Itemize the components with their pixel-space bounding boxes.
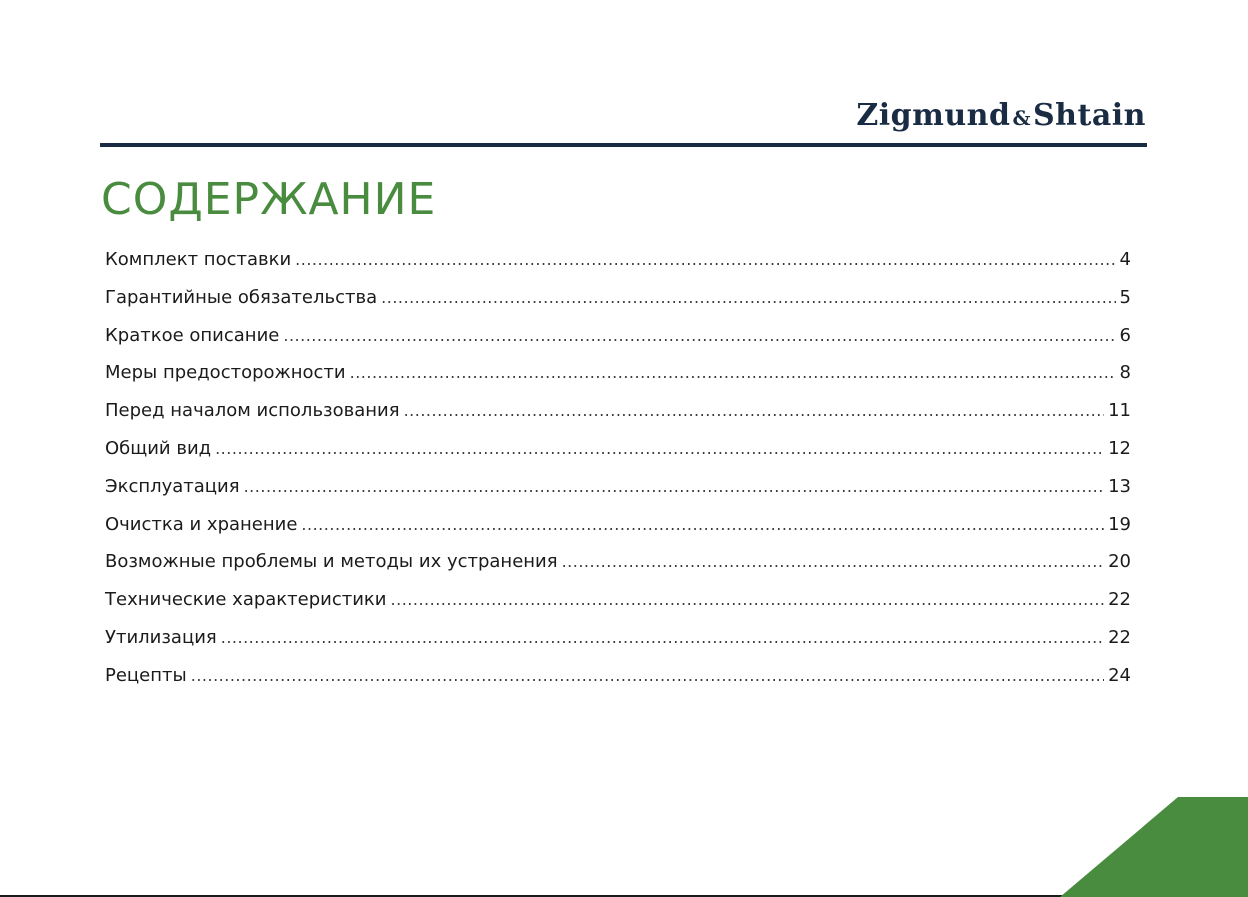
toc-dot-leader — [191, 666, 1104, 685]
toc-dot-leader — [562, 552, 1105, 571]
toc-dot-leader — [404, 401, 1105, 420]
toc-item-title: Утилизация — [105, 626, 217, 648]
brand-name-left: Zigmund — [856, 98, 1011, 133]
toc-dot-leader — [381, 288, 1115, 307]
toc-item-before-use[interactable] — [105, 400, 1131, 438]
toc-item-troubleshooting[interactable] — [105, 551, 1131, 589]
toc-item-kit[interactable] — [105, 249, 1131, 287]
toc-dot-leader — [295, 250, 1115, 269]
toc-item-title: Возможные проблемы и методы их устранения — [105, 551, 558, 573]
toc-dot-leader — [283, 326, 1115, 345]
toc-item-page: 8 — [1119, 362, 1131, 384]
toc-item-title: Меры предосторожности — [105, 362, 346, 384]
toc-dot-leader — [215, 439, 1104, 458]
toc-item-page: 5 — [1119, 286, 1131, 308]
header-divider — [100, 143, 1147, 147]
toc-item-page: 12 — [1108, 437, 1131, 459]
toc-item-description[interactable] — [105, 325, 1131, 363]
toc-item-title: Перед началом использования — [105, 400, 400, 422]
toc-item-page: 20 — [1108, 551, 1131, 573]
brand-name-right: Shtain — [1033, 98, 1146, 133]
toc-item-page: 22 — [1108, 626, 1131, 648]
toc-item-cleaning[interactable] — [105, 514, 1131, 552]
toc-dot-leader — [391, 590, 1105, 609]
toc-item-title: Технические характеристики — [105, 589, 387, 611]
toc-item-title: Эксплуатация — [105, 475, 240, 497]
toc-item-page: 24 — [1108, 664, 1131, 686]
toc-item-title: Рецепты — [105, 664, 187, 686]
table-of-contents — [105, 249, 1131, 703]
toc-item-specifications[interactable] — [105, 589, 1131, 627]
toc-item-title: Краткое описание — [105, 324, 280, 346]
toc-item-recipes[interactable] — [105, 665, 1131, 703]
toc-item-overview[interactable] — [105, 438, 1131, 476]
toc-dot-leader — [350, 363, 1116, 382]
toc-item-title: Очистка и хранение — [105, 513, 298, 535]
toc-item-title: Комплект поставки — [105, 249, 292, 270]
brand-ampersand: & — [1012, 106, 1032, 130]
toc-item-page: 19 — [1108, 513, 1131, 535]
toc-item-page: 6 — [1119, 324, 1131, 346]
toc-item-page: 11 — [1108, 400, 1131, 422]
toc-item-page: 4 — [1119, 249, 1131, 270]
toc-item-page: 22 — [1108, 589, 1131, 611]
toc-dot-leader — [221, 628, 1104, 647]
toc-item-operation[interactable] — [105, 476, 1131, 514]
toc-dot-leader — [244, 477, 1105, 496]
toc-item-title: Общий вид — [105, 437, 212, 459]
corner-accent-triangle — [1060, 797, 1248, 897]
brand-logo — [856, 96, 1146, 138]
page-title: СОДЕРЖАНИЕ — [101, 174, 437, 225]
toc-item-disposal[interactable] — [105, 627, 1131, 665]
toc-dot-leader — [301, 515, 1104, 534]
toc-item-safety[interactable] — [105, 362, 1131, 400]
toc-item-page: 13 — [1108, 475, 1131, 497]
toc-item-warranty[interactable] — [105, 287, 1131, 325]
toc-item-title: Гарантийные обязательства — [105, 286, 378, 308]
